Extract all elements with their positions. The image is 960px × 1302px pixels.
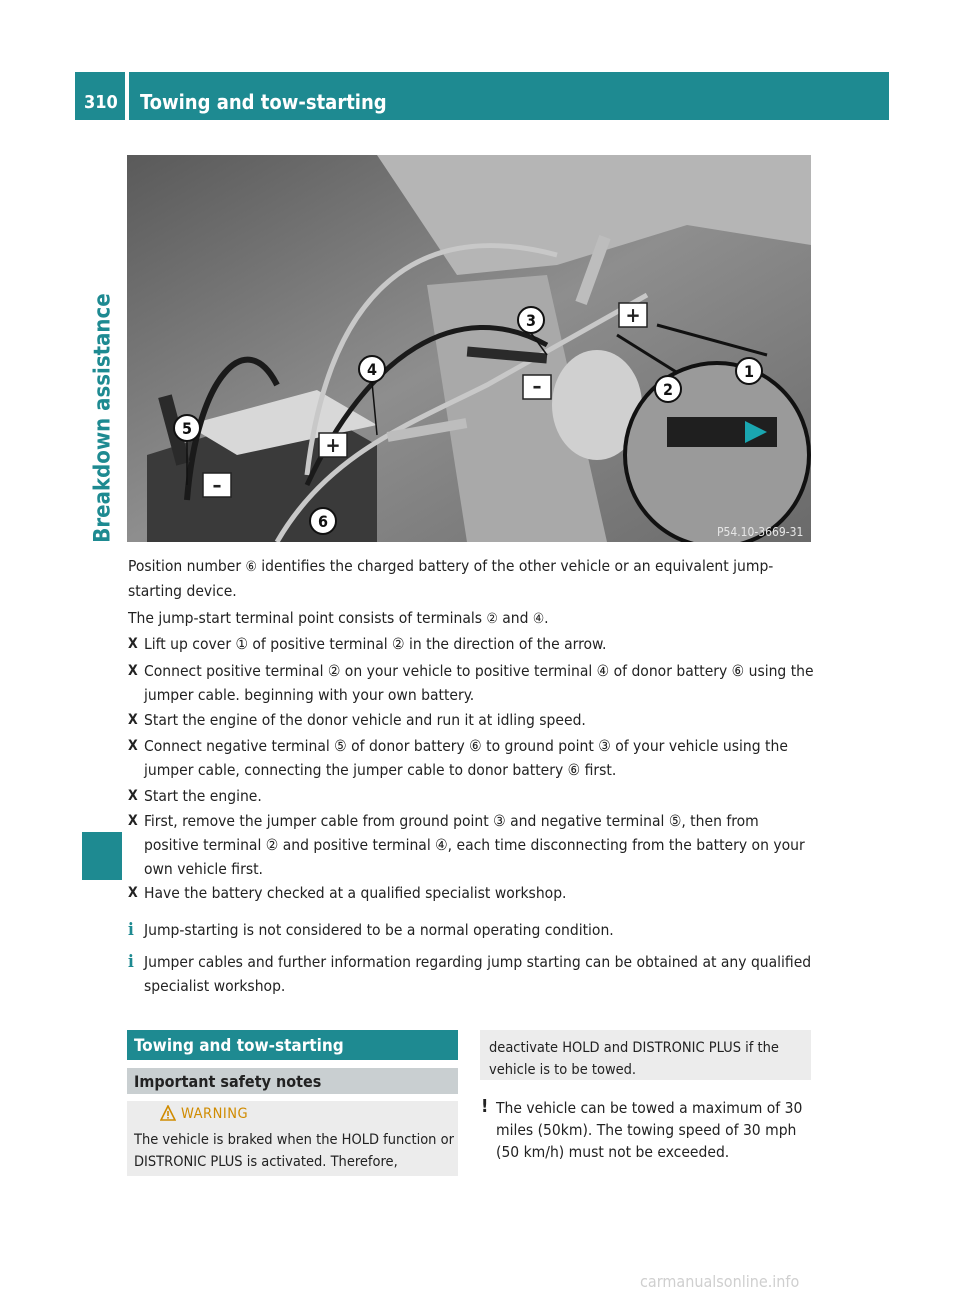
- terminal-plus-vehicle: [619, 303, 647, 327]
- info-icon: i: [128, 920, 134, 940]
- intro-p2-before: The jump-start terminal point consists of terminals: [128, 609, 487, 627]
- terminal-plus-text: +: [625, 303, 641, 327]
- warning-label: WARNING: [181, 1106, 249, 1122]
- terminal-minus-vehicle: [523, 374, 551, 399]
- callout-4-text: 4: [366, 360, 378, 379]
- callout-1: [736, 358, 762, 384]
- callout-2: [655, 376, 681, 402]
- intro-p1-after: identifies the charged battery of the other vehicle or an equivalent jump-starting device.: [128, 557, 774, 600]
- callout-1-text: 1: [743, 362, 755, 381]
- callout-6-text: 6: [317, 512, 329, 531]
- warning-text: The vehicle is braked when the HOLD function or DISTRONIC PLUS is activated. Therefore,: [134, 1132, 454, 1170]
- intro-paragraph-1: Position number ⑥ identifies the charged battery of the other vehicle or an equivalent jump-starting device.: [128, 557, 774, 600]
- info-note-1: [128, 918, 816, 942]
- step-text: Lift up cover ① of positive terminal ② in the direction of the arrow.: [144, 635, 607, 653]
- terminal-plus-donor: [319, 433, 347, 457]
- watermark: carmanualsonline.info: [640, 1272, 800, 1291]
- callout-5-text: 5: [181, 419, 193, 438]
- step-marker: X: [128, 712, 138, 728]
- step-marker: X: [128, 663, 138, 679]
- towing-note-text: The vehicle can be towed a maximum of 30 miles (50km). The towing speed of 30 mph (50 km/h) must not be exceeded.: [496, 1099, 803, 1161]
- callout-5: [174, 415, 200, 441]
- step-4: [128, 734, 816, 782]
- step-text: Connect positive terminal ② on your vehicle to positive terminal ④ of donor battery ⑥ using the jumper cable. beginning with your own battery.: [144, 662, 814, 704]
- intro-p2-after: .: [544, 609, 549, 627]
- info-note-text: Jump-starting is not considered to be a normal operating condition.: [144, 921, 614, 939]
- step-marker: X: [128, 738, 138, 754]
- info-note-2: [128, 950, 816, 998]
- step-marker: X: [128, 813, 138, 829]
- page-number: 310: [84, 92, 118, 113]
- step-marker: X: [128, 788, 138, 804]
- page-title: Towing and tow-starting: [140, 90, 387, 114]
- step-text: Have the battery checked at a qualified specialist workshop.: [144, 884, 567, 902]
- callout-3: [518, 307, 544, 333]
- image-code: P54.10-3669-31: [717, 525, 804, 539]
- info-note-text: Jumper cables and further information regarding jump starting can be obtained at any qualified specialist workshop.: [144, 953, 812, 995]
- subsection-title: Important safety notes: [134, 1072, 322, 1091]
- warning-triangle-icon: [160, 1105, 176, 1125]
- side-chapter-label: [86, 138, 120, 698]
- side-chapter-text: Breakdown assistance: [90, 293, 116, 543]
- terminal-minus-text: –: [532, 374, 542, 398]
- callout-6: [310, 508, 336, 534]
- exclamation-icon: !: [481, 1096, 489, 1117]
- magnifier-circle: [625, 363, 809, 542]
- step-marker: X: [128, 636, 138, 652]
- step-2: [128, 659, 816, 707]
- side-chapter-box: [82, 832, 122, 880]
- step-5: [128, 784, 816, 808]
- info-icon: i: [128, 952, 134, 972]
- intro-paragraph-2: The jump-start terminal point consists of terminals ② and ④.: [128, 609, 549, 627]
- terminal-minus-donor: [203, 473, 231, 497]
- step-1: [128, 632, 816, 656]
- step-text: Start the engine.: [144, 787, 262, 805]
- step-text: Start the engine of the donor vehicle and run it at idling speed.: [144, 711, 586, 729]
- terminal-minus-donor-text: –: [212, 473, 222, 497]
- section-title: Towing and tow-starting: [134, 1036, 344, 1056]
- intro-p1-before: Position number: [128, 557, 246, 575]
- callout-2-text: 2: [662, 380, 674, 399]
- terminal-plus-donor-text: +: [325, 433, 341, 457]
- step-7: [128, 881, 816, 905]
- engine-bay-illustration: [127, 155, 811, 542]
- step-3: [128, 708, 816, 732]
- warning-text-continued: deactivate HOLD and DISTRONIC PLUS if the vehicle is to be towed.: [489, 1040, 779, 1078]
- step-6: [128, 809, 816, 881]
- callout-3-text: 3: [525, 311, 537, 330]
- step-text: Connect negative terminal ⑤ of donor battery ⑥ to ground point ③ of your vehicle using the jumper cable, connecting the jumper cable to donor battery ⑥ first.: [144, 737, 788, 779]
- jump-start-photo: [127, 155, 811, 542]
- intro-p2-mid: and: [497, 609, 533, 627]
- step-marker: X: [128, 885, 138, 901]
- callout-4: [359, 356, 385, 382]
- step-text: First, remove the jumper cable from ground point ③ and negative terminal ⑤, then from positive terminal ② and positive terminal ④, each time disconnecting from the battery on your own vehicle first.: [144, 812, 805, 878]
